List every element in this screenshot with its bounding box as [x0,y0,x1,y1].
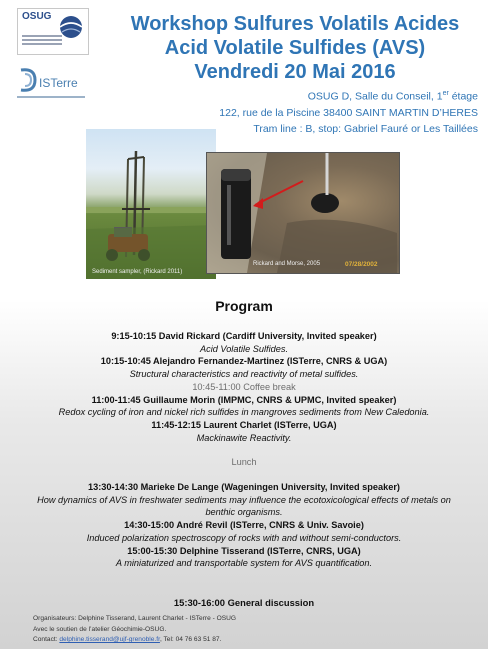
footer-support: Avec le soutien de l’atelier Géochimie-OSUG. [33,625,167,633]
program-talk-1: 9:15-10:15 David Rickard (Cardiff University, Invited speaker) [111,331,377,341]
footer-contact [33,635,236,646]
venue-room [158,86,478,105]
isterre-logo-text: ISTerre [39,76,78,90]
workshop-title [110,12,480,84]
venue-address: 122, rue de la Piscine 38400 SAINT MARTIN D’HERES [219,106,478,119]
photo2-date: 07/28/2002 [345,261,378,268]
program-talk-5: 13:30-14:30 Marieke De Lange (Wageningen University, Invited speaker) [88,482,400,493]
photo1-caption: Sediment sampler, (Rickard 2011) [92,269,183,275]
footer-contact-label: Contact: [33,636,60,643]
sediment-core-illustration [207,153,399,273]
program-list [10,330,478,570]
isterre-logo-subtitle [17,96,85,98]
venue-room-sup: er [442,90,449,97]
osug-logo-text: OSUG [22,11,52,22]
contact-email-link[interactable]: delphine.tisserand@ujf-grenoble.fr [59,636,160,643]
program-talk-6: 14:30-15:00 André Revil (ISTerre, CNRS & Univ. Savoie) [124,520,364,531]
sediment-core-photo [206,152,400,274]
program-coffee-break: 10:45-11:00 Coffee break [192,381,296,392]
title-line-2: Acid Volatile Sulfides (AVS) [164,37,426,59]
program-talk-2-title: Structural characteristics and reactivity of metal sulfides. [129,369,359,380]
program-talk-3: 11:00-11:45 Guillaume Morin (IMPMC, CNRS & UPMC, Invited speaker) [91,394,397,405]
program-spacer [10,469,478,481]
program-general-discussion: 15:30-16:00 General discussion [173,597,315,608]
program-heading: Program [215,298,273,314]
program-talk-2: 10:15-10:45 Alejandro Fernandez-Martinez (ISTerre, CNRS & UGA) [100,356,388,367]
venue-room-text: OSUG D, Salle du Conseil, 1 [307,90,443,103]
venue-room-floor: étage [448,90,478,103]
program-talk-6-title: Induced polarization spectroscopy of rocks with and without semi-conductors. [86,532,402,543]
title-line-1: Workshop Sulfures Volatils Acides [130,13,460,35]
isterre-logo [17,66,89,110]
program-talk-5-title-b: benthic organisms. [205,507,283,518]
program-spacer [10,444,478,456]
osug-logo [17,8,89,55]
program-talk-7-title: A miniaturized and transportable system for AVS quantification. [115,558,373,569]
title-line-3: Vendredi 20 Mai 2016 [194,61,396,83]
program-talk-4-title: Mackinawite Reactivity. [196,432,292,443]
program-talk-1-title: Acid Volatile Sulfides. [199,343,288,354]
program-lunch: Lunch [231,457,257,468]
program-talk-5-title-a: How dynamics of AVS in freshwater sediments may influence the ecotoxicological effects of metals on [37,494,451,505]
footer-contact-phone: , Tel: 04 76 63 51 87. [159,636,222,643]
photo2-caption: Rickard and Morse, 2005 [253,261,321,267]
sediment-sampler-photo [86,129,216,279]
program-talk-4: 11:45-12:15 Laurent Charlet (ISTerre, UGA) [151,419,337,430]
footer-organizers: Organisateurs: Delphine Tisserand, Laurent Charlet - ISTerre - OSUG [33,615,237,622]
isterre-mark-icon [17,66,39,94]
program-talk-3-title: Redox cycling of iron and nickel rich sulfides in mangroves sediments from New Caledonia. [58,407,430,418]
program-talk-7: 15:00-15:30 Delphine Tisserand (ISTerre, CNRS, UGA) [127,545,361,556]
field-drill-illustration [86,129,216,279]
osug-logo-subtitle [22,35,62,37]
footer [33,614,236,646]
venue-tram: Tram line : B, stop: Gabriel Fauré or Les Taillées [253,122,478,135]
